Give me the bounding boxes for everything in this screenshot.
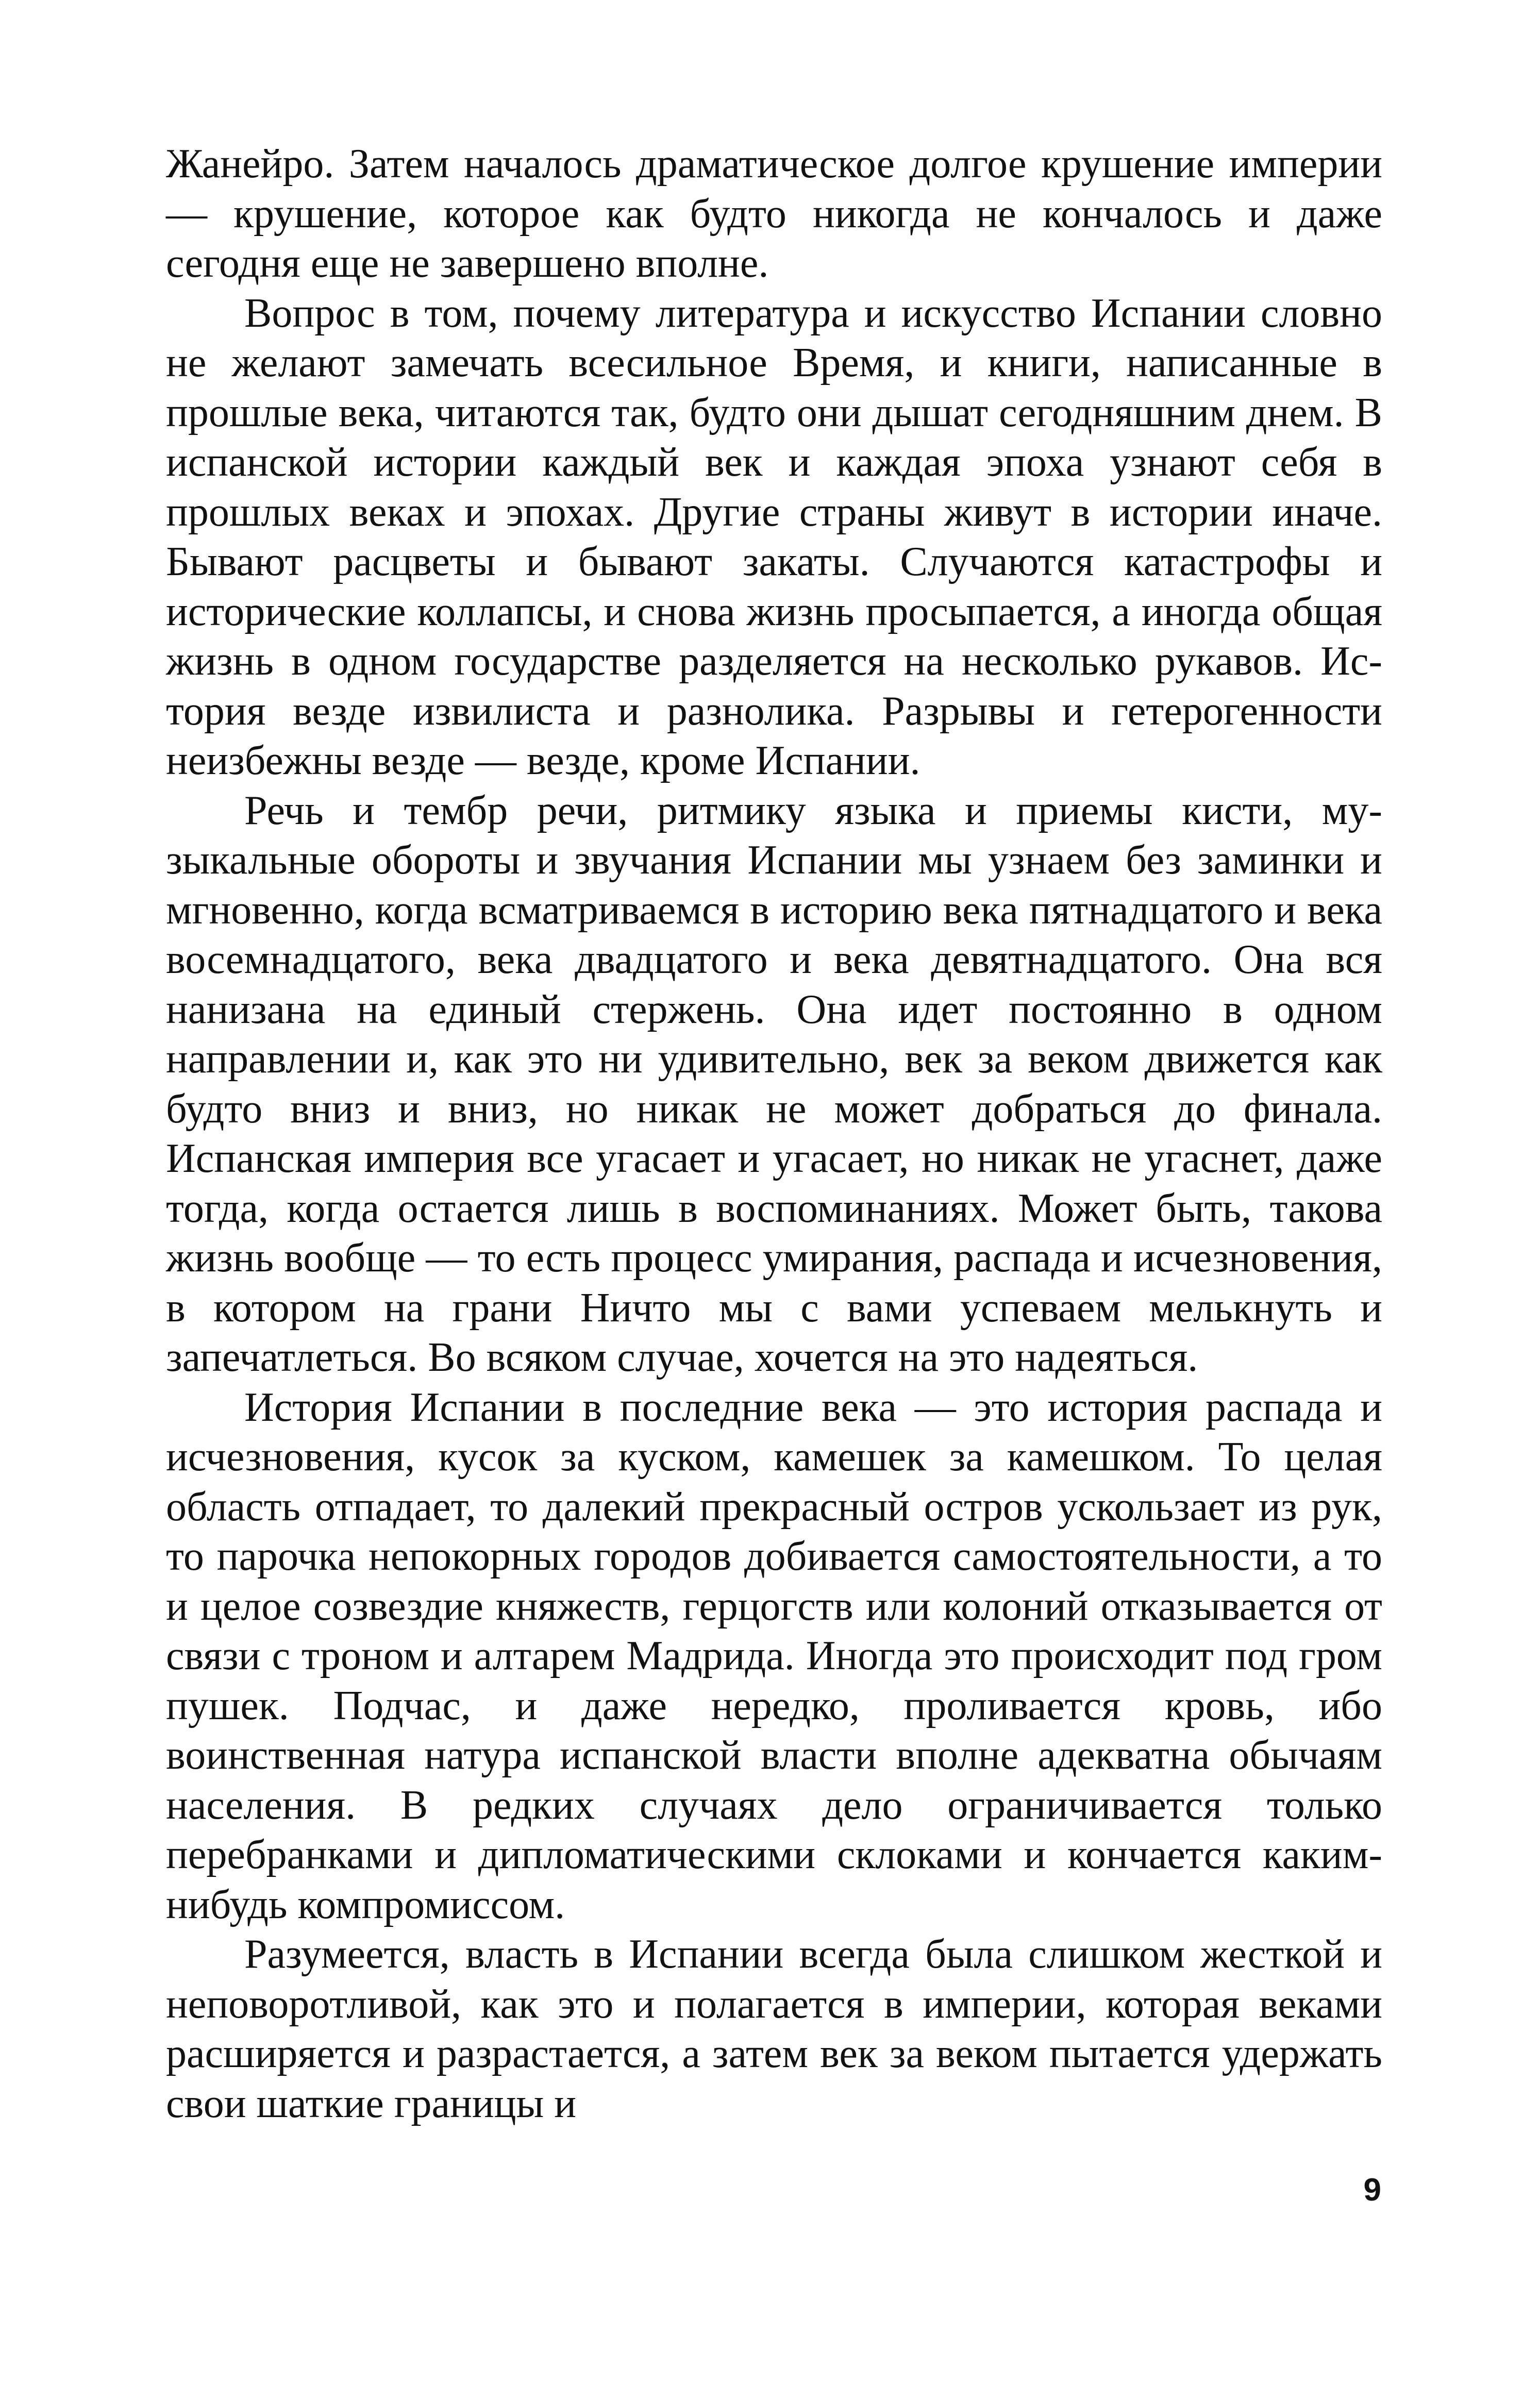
page-number: 9 [1363, 2172, 1381, 2208]
paragraph: Речь и тембр речи, ритмику языка и приемы кисти, музыкальные обороты и звучания Испании мы узнаем без заминки и мгновенно, когда всматриваемся в историю века пятнадцатого и века восемнадцатого, века двадцатого и века девятнадцатого. Она вся нанизана на единый стержень. Она идет постоянно в одном направлении и, как это ни удивительно, век за веком движется как будто вниз и вниз, но никак не может добраться до финала. Испанская империя все угасает и угасает, но никак не угаснет, даже тогда, когда остается лишь в воспоминаниях. Может быть, такова жизнь вообще — то есть процесс умирания, распада и исчезновения, в котором на грани Ничто мы с вами успеваем мелькнуть и запечатлеться. Во всяком случае, хочется на это надеяться. [166, 787, 1382, 1380]
body-text [166, 139, 1382, 2128]
paragraph: История Испании в последние века — это история распада и исчезновения, кусок за куском, камешек за камешком. То целая область отпадает, то далекий прекрасный остров ускользает из рук, то парочка непокорных городов добивается самостоятельности, а то и целое созвездие княжеств, герцогств или колоний отказывается от связи с троном и алтарем Мадрида. Иногда это происходит под гром пушек. Подчас, и даже нередко, проливается кровь, ибо воинственная натура испанской власти вполне адекватна обычаям населения. В редких случаях дело ограничивается только перебранками и дипломатическими склоками и кончается каким-нибудь компромиссом. [166, 1384, 1382, 1927]
paragraph-continuation: Жанейро. Затем началось драматическое долгое крушение империи — крушение, которое как будто никогда не кончалось и даже сегодня еще не завершено вполне. [166, 141, 1382, 286]
paragraph: Вопрос в том, почему литература и искусство Испании словно не желают замечать всесильное Время, и книги, написанные в прошлые века, читаются так, будто они дышат сегодняшним днем. В испанской истории каждый век и каждая эпоха узнают себя в прошлых веках и эпохах. Другие страны живут в истории иначе. Бывают расцветы и бывают закаты. Случаются катастрофы и исторические коллапсы, и снова жизнь просыпается, а иногда общая жизнь в одном государстве разделяется на несколько рукавов. История везде извилиста и разнолика. Разрывы и гетерогенности неизбежны везде — везде, кроме Испании. [166, 290, 1382, 783]
paragraph: Разумеется, власть в Испании всегда была слишком жесткой и неповоротливой, как это и полагается в империи, которая веками расширяется и разрастается, а затем век за веком пытается удержать свои шаткие границы и [166, 1932, 1382, 2126]
